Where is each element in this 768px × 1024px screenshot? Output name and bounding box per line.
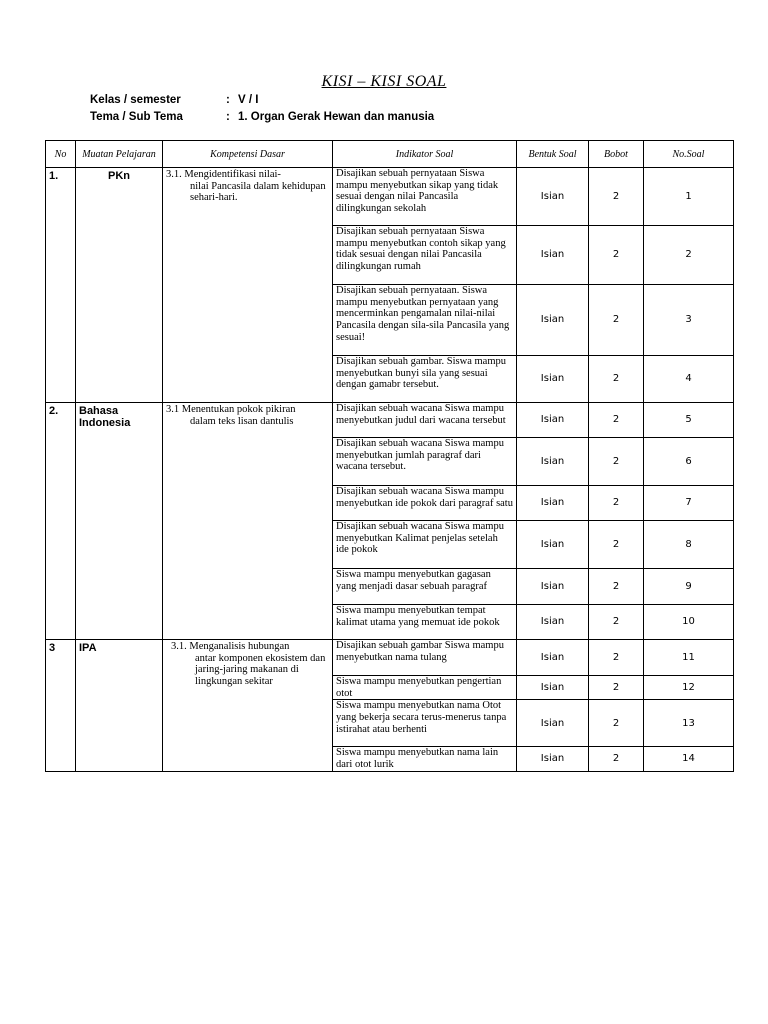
bobot-cell: 2 xyxy=(589,569,644,605)
kisi-table xyxy=(45,140,734,772)
no-soal-cell: 5 xyxy=(644,403,734,438)
kd-first-line: 3.1. Menganalisis hubungan xyxy=(171,641,290,652)
bentuk-cell: Isian xyxy=(517,676,589,700)
indikator-cell: Disajikan sebuah wacana Siswa mampu menyebutkan judul dari wacana tersebut xyxy=(333,403,517,438)
header-bentuk-soal: Bentuk Soal xyxy=(517,141,589,168)
bobot-cell: 2 xyxy=(589,700,644,747)
header-no-soal: No.Soal xyxy=(644,141,734,168)
bobot-cell: 2 xyxy=(589,521,644,569)
no-soal-cell: 6 xyxy=(644,438,734,486)
bentuk-cell: Isian xyxy=(517,640,589,676)
bentuk-cell: Isian xyxy=(517,486,589,521)
bentuk-cell: Isian xyxy=(517,438,589,486)
row-number: 3 xyxy=(46,640,76,772)
indikator-cell: Disajikan sebuah pernyataan. Siswa mampu menyebutkan pernyataan yang mencerminkan pengamalan nilai-nilai Pancasila dengan sila-sila Pancasila yang sesuai! xyxy=(333,285,517,356)
kd-continuation: dalam teks lisan dantulis xyxy=(190,415,294,427)
kompetensi-dasar xyxy=(163,168,333,403)
no-soal-cell: 11 xyxy=(644,640,734,676)
table-row xyxy=(46,168,734,226)
indikator-cell: Siswa mampu menyebutkan nama Otot yang bekerja secara terus-menerus tanpa istirahat atau berhenti xyxy=(333,700,517,747)
indikator-cell: Disajikan sebuah pernyataan Siswa mampu menyebutkan contoh sikap yang tidak sesuai dengan nilai Pancasila dilingkungan rumah xyxy=(333,226,517,285)
no-soal-cell: 10 xyxy=(644,605,734,640)
bobot-cell: 2 xyxy=(589,605,644,640)
tema-separator: : xyxy=(226,111,230,123)
kelas-label: Kelas / semester xyxy=(90,94,181,106)
bobot-cell: 2 xyxy=(589,747,644,771)
kd-first-line: 3.1 Menentukan pokok pikiran xyxy=(166,404,296,415)
subject-name: Bahasa Indonesia xyxy=(76,403,163,640)
indikator-cell: Siswa mampu menyebutkan pengertian otot xyxy=(333,676,517,700)
subject-name: PKn xyxy=(76,168,163,403)
table-row xyxy=(46,640,734,676)
kompetensi-dasar xyxy=(163,403,333,640)
bentuk-cell: Isian xyxy=(517,285,589,356)
indikator-cell: Siswa mampu menyebutkan gagasan yang menjadi dasar sebuah paragraf xyxy=(333,569,517,605)
indikator-cell: Disajikan sebuah wacana Siswa mampu menyebutkan Kalimat penjelas setelah ide pokok xyxy=(333,521,517,569)
bobot-cell: 2 xyxy=(589,486,644,521)
bobot-cell: 2 xyxy=(589,285,644,356)
kelas-separator: : xyxy=(226,94,230,106)
indikator-cell: Disajikan sebuah wacana Siswa mampu menyebutkan jumlah paragraf dari wacana tersebut. xyxy=(333,438,517,486)
bobot-cell: 2 xyxy=(589,226,644,285)
bobot-cell: 2 xyxy=(589,356,644,403)
tema-label: Tema / Sub Tema xyxy=(90,111,183,123)
indikator-cell: Disajikan sebuah gambar Siswa mampu menyebutkan nama tulang xyxy=(333,640,517,676)
bentuk-cell: Isian xyxy=(517,356,589,403)
no-soal-cell: 13 xyxy=(644,700,734,747)
bobot-cell: 2 xyxy=(589,168,644,226)
no-soal-cell: 8 xyxy=(644,521,734,569)
subject-name: IPA xyxy=(76,640,163,772)
indikator-cell: Disajikan sebuah wacana Siswa mampu menyebutkan ide pokok dari paragraf satu xyxy=(333,486,517,521)
header-kompetensi-dasar: Kompetensi Dasar xyxy=(163,141,333,168)
kd-continuation: nilai Pancasila dalam kehidupan sehari-hari. xyxy=(190,180,326,203)
no-soal-cell: 14 xyxy=(644,747,734,771)
kompetensi-dasar xyxy=(163,640,333,772)
indikator-cell: Siswa mampu menyebutkan nama lain dari otot lurik xyxy=(333,747,517,771)
indikator-cell: Disajikan sebuah gambar. Siswa mampu menyebutkan bunyi sila yang sesuai dengan gamabr tersebut. xyxy=(333,356,517,403)
no-soal-cell: 4 xyxy=(644,356,734,403)
no-soal-cell: 7 xyxy=(644,486,734,521)
bobot-cell: 2 xyxy=(589,640,644,676)
bentuk-cell: Isian xyxy=(517,521,589,569)
header-muatan: Muatan Pelajaran xyxy=(76,141,163,168)
table-row xyxy=(46,403,734,438)
no-soal-cell: 12 xyxy=(644,676,734,700)
kd-first-line: 3.1. Mengidentifikasi nilai- xyxy=(166,169,281,180)
bentuk-cell: Isian xyxy=(517,403,589,438)
bentuk-cell: Isian xyxy=(517,605,589,640)
no-soal-cell: 2 xyxy=(644,226,734,285)
document-title: KISI – KISI SOAL xyxy=(321,73,447,90)
header-indikator: Indikator Soal xyxy=(333,141,517,168)
tema-value: 1. Organ Gerak Hewan dan manusia xyxy=(238,111,435,123)
kelas-value: V / I xyxy=(238,94,259,106)
no-soal-cell: 1 xyxy=(644,168,734,226)
bentuk-cell: Isian xyxy=(517,747,589,771)
row-number: 1. xyxy=(46,168,76,403)
bobot-cell: 2 xyxy=(589,676,644,700)
indikator-cell: Siswa mampu menyebutkan tempat kalimat utama yang memuat ide pokok xyxy=(333,605,517,640)
bentuk-cell: Isian xyxy=(517,569,589,605)
no-soal-cell: 3 xyxy=(644,285,734,356)
kd-continuation: antar komponen ekosistem dan jaring-jaring makanan di lingkungan sekitar xyxy=(195,652,326,687)
indikator-cell: Disajikan sebuah pernyataan Siswa mampu menyebutkan sikap yang tidak sesuai dengan nilai Pancasila dilingkungan sekolah xyxy=(333,168,517,226)
row-number: 2. xyxy=(46,403,76,640)
bentuk-cell: Isian xyxy=(517,168,589,226)
bobot-cell: 2 xyxy=(589,403,644,438)
table-header-row xyxy=(46,141,734,168)
header-no: No xyxy=(46,141,76,168)
bentuk-cell: Isian xyxy=(517,700,589,747)
bobot-cell: 2 xyxy=(589,438,644,486)
bentuk-cell: Isian xyxy=(517,226,589,285)
no-soal-cell: 9 xyxy=(644,569,734,605)
header-bobot: Bobot xyxy=(589,141,644,168)
